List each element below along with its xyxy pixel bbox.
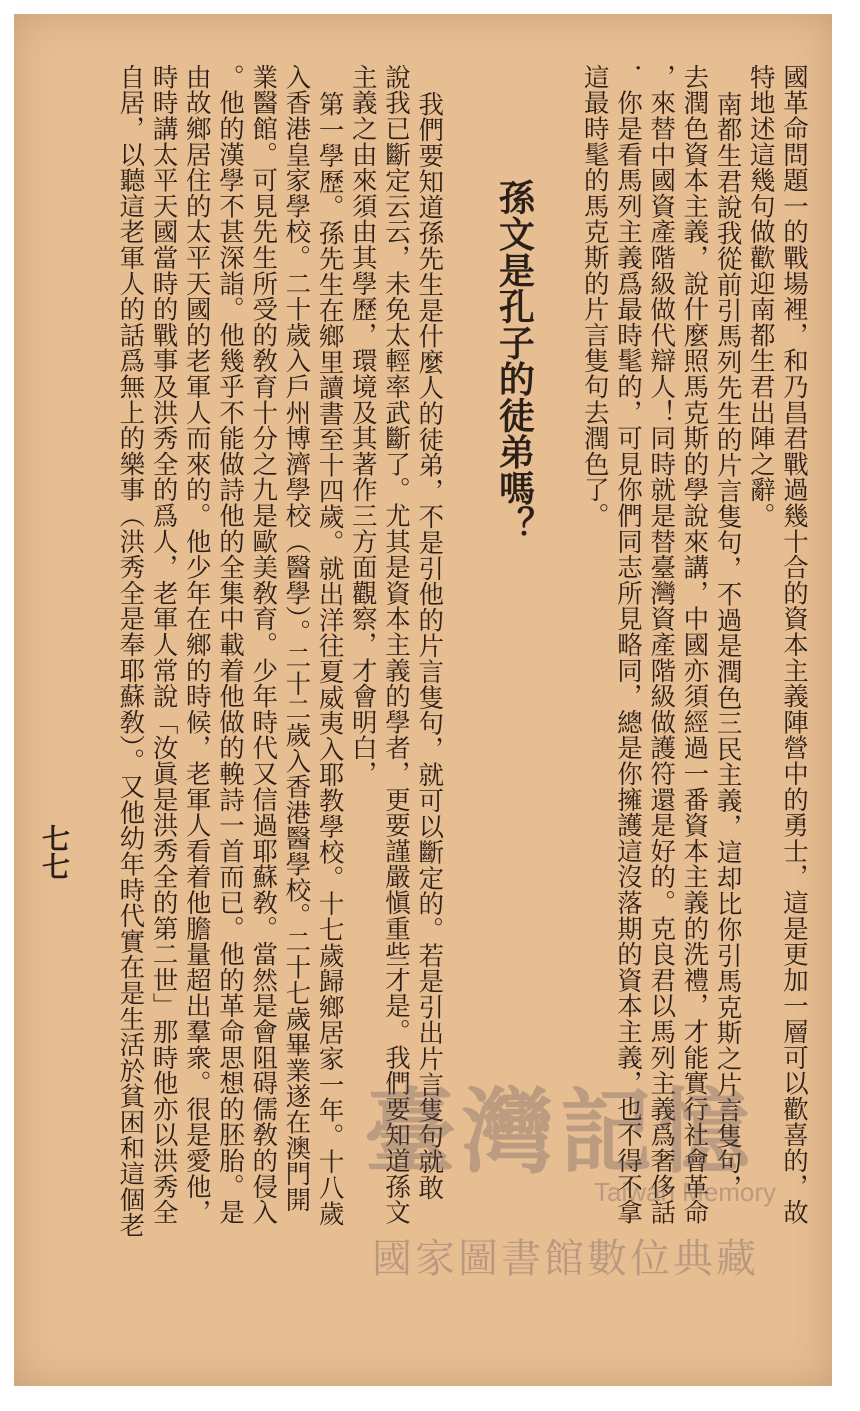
vertical-text-body [113,64,810,1309]
column-gap [544,64,577,65]
text-column: 國革命問題一的戰場裡，和乃昌君戰過幾十合的資本主義陣營中的勇士，這是更加一層可以歡喜的，故 [779,64,809,1225]
section-heading-wrap [478,64,544,1309]
page-number: 七七 [38,824,71,880]
text-column: 自居，以聽這老軍人的話爲無上的樂事（洪秀全是奉耶蘇敎）。又他幼年時代實在是生活於貧困和這個老 [115,64,146,1239]
text-column: 主義之由來須由其學歷，環境及其著作三方面觀察，才會明白， [347,64,378,787]
scanned-page [14,14,832,1386]
text-column: 南都生君說我從前引馬列先生的片言隻句，不過是潤色三民主義，這却比你引馬克斯之片言隻句， [712,90,743,1201]
watermark-library-text: 國家圖書館數位典藏 [372,1236,759,1282]
column-gap [445,64,478,65]
text-column: 由故鄉居住的太平天國的老軍人而來的。他少年在鄉的時候，老軍人看着他膽量超出羣衆。很是愛他， [181,64,212,1225]
text-column: 特地述這幾句做歡迎南都生君出陣之辭。 [745,64,776,529]
text-column: 入香港皇家學校。二十歲入戶州博濟學校（醫學）。二十二歲入香港醫學校。二十七歲畢業遂在澳門開 [281,64,312,1213]
watermark-latin-text: Taiwan Memory [594,1177,777,1207]
section-heading: 孫文是孔子的徒弟嗎？ [493,179,536,543]
text-column: 我們要知道孫先生是什麼人的徒弟，不是引他的片言隻句，就可以斷定的。若是引出片言隻句就敢 [414,90,445,1201]
text-column: 說我已斷定云云，未免太輕率武斷了。尤其是資本主義的學者，更要謹嚴愼重些才是。我們要知道孫文 [381,64,411,1225]
text-column: 。他的漢學不甚深詣。他幾乎不能做詩他的全集中載着他做的輓詩一首而已。他的革命思想的胚胎。是 [214,64,245,1225]
watermark-logo-text: 臺灣記憶 [364,1078,757,1186]
text-column: ．你是看馬列主義爲最時髦的，可見你們同志所見略同，總是你擁護這沒落期的資本主義，也不得不拿 [612,64,643,1225]
text-column: 這最時髦的馬克斯的片言隻句去潤色了。 [579,64,610,529]
text-column: 去潤色資本主義，說什麼照馬克斯的學說來講，中國亦須經過一番資本主義的洗禮，才能實行社會革命 [679,64,710,1225]
text-column: 業醫館。可見先生所受的敎育十分之九是歐美敎育。少年時代又信過耶蘇敎。當然是會阻碍儒敎的侵入 [248,64,279,1225]
text-column: 時時講太平天國當時的戰事及洪秀全的爲人，老軍人常說「汝眞是洪秀全的第二世」那時他亦以洪秀全 [148,64,179,1225]
text-column: 第一學歷。孫先生在鄉里讀書至十四歲。就出洋往夏威夷入耶教學校。十七歲歸鄉居家一年。十八歲 [314,90,345,1226]
text-column: ，來替中國資產階級做代辯人！同時就是替臺灣資產階級做護符還是好的。克良君以馬列主義爲奢侈話 [646,64,677,1225]
